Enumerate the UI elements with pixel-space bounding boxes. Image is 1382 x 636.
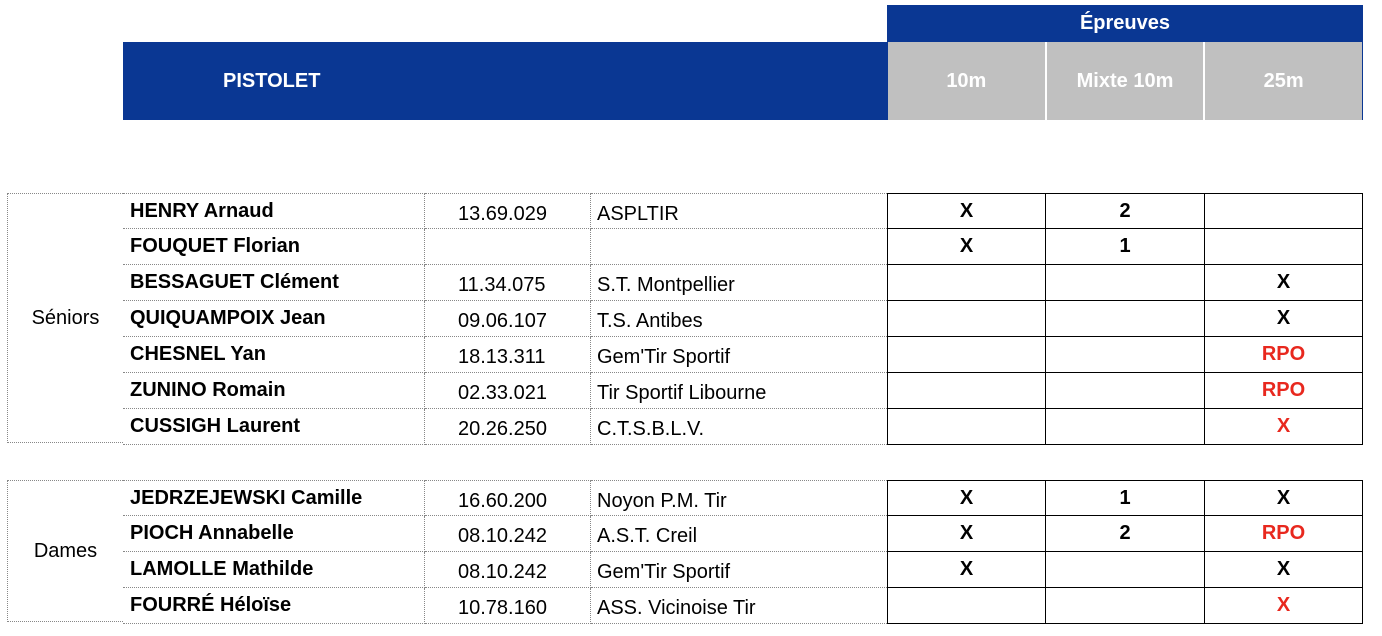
club-name: T.S. Antibes: [591, 301, 887, 337]
event-mixte-mark: [1046, 409, 1205, 445]
event-mixte-mark: 2: [1046, 193, 1205, 229]
event-header-10m: 10m: [887, 42, 1045, 120]
event-mixte-mark: [1046, 373, 1205, 409]
event-25m-mark: RPO: [1205, 373, 1363, 409]
athlete-name: FOUQUET Florian: [123, 229, 425, 265]
group-label-seniors: Séniors: [7, 193, 123, 443]
athlete-name: ZUNINO Romain: [123, 373, 425, 409]
license-number: [425, 229, 591, 265]
club-name: C.T.S.B.L.V.: [591, 409, 887, 445]
event-10m-mark: [887, 409, 1046, 445]
athlete-name: JEDRZEJEWSKI Camille: [123, 480, 425, 516]
event-mixte-mark: 1: [1046, 480, 1205, 516]
event-10m-mark: X: [887, 229, 1046, 265]
event-10m-mark: [887, 337, 1046, 373]
license-number: 11.34.075: [425, 265, 591, 301]
club-name: Noyon P.M. Tir: [591, 480, 887, 516]
event-25m-mark: X: [1205, 301, 1363, 337]
club-name: Gem'Tir Sportif: [591, 337, 887, 373]
event-mixte-mark: [1046, 588, 1205, 624]
event-header-25m: 25m: [1203, 42, 1363, 120]
license-number: 18.13.311: [425, 337, 591, 373]
event-mixte-mark: [1046, 265, 1205, 301]
event-25m-mark: X: [1205, 265, 1363, 301]
club-name: ASPLTIR: [591, 193, 887, 229]
event-25m-mark: RPO: [1205, 516, 1363, 552]
event-25m-mark: [1205, 229, 1363, 265]
athlete-name: CHESNEL Yan: [123, 337, 425, 373]
event-10m-mark: [887, 301, 1046, 337]
event-header-mixte-10m: Mixte 10m: [1045, 42, 1204, 120]
license-number: 02.33.021: [425, 373, 591, 409]
event-25m-mark: X: [1205, 552, 1363, 588]
event-10m-mark: [887, 588, 1046, 624]
event-25m-mark: X: [1205, 480, 1363, 516]
license-number: 13.69.029: [425, 193, 591, 229]
group-label-dames: Dames: [7, 480, 123, 622]
events-header: [887, 42, 1363, 120]
event-mixte-mark: [1046, 301, 1205, 337]
club-name: S.T. Montpellier: [591, 265, 887, 301]
section-title: PISTOLET: [123, 42, 887, 120]
athlete-name: BESSAGUET Clément: [123, 265, 425, 301]
athlete-name: FOURRÉ Héloïse: [123, 588, 425, 624]
event-25m-mark: [1205, 193, 1363, 229]
event-10m-mark: [887, 373, 1046, 409]
event-10m-mark: X: [887, 193, 1046, 229]
license-number: 09.06.107: [425, 301, 591, 337]
club-name: ASS. Vicinoise Tir: [591, 588, 887, 624]
athlete-name: PIOCH Annabelle: [123, 516, 425, 552]
event-mixte-mark: 1: [1046, 229, 1205, 265]
club-name: Tir Sportif Libourne: [591, 373, 887, 409]
athlete-name: HENRY Arnaud: [123, 193, 425, 229]
athlete-name: LAMOLLE Mathilde: [123, 552, 425, 588]
license-number: 16.60.200: [425, 480, 591, 516]
athlete-name: CUSSIGH Laurent: [123, 409, 425, 445]
events-title: Épreuves: [887, 5, 1363, 42]
event-10m-mark: [887, 265, 1046, 301]
event-25m-mark: X: [1205, 409, 1363, 445]
event-10m-mark: X: [887, 552, 1046, 588]
event-mixte-mark: [1046, 552, 1205, 588]
event-10m-mark: X: [887, 480, 1046, 516]
club-name: [591, 229, 887, 265]
license-number: 10.78.160: [425, 588, 591, 624]
club-name: A.S.T. Creil: [591, 516, 887, 552]
event-mixte-mark: 2: [1046, 516, 1205, 552]
license-number: 08.10.242: [425, 516, 591, 552]
license-number: 08.10.242: [425, 552, 591, 588]
event-25m-mark: RPO: [1205, 337, 1363, 373]
event-25m-mark: X: [1205, 588, 1363, 624]
club-name: Gem'Tir Sportif: [591, 552, 887, 588]
event-10m-mark: X: [887, 516, 1046, 552]
license-number: 20.26.250: [425, 409, 591, 445]
event-mixte-mark: [1046, 337, 1205, 373]
athlete-name: QUIQUAMPOIX Jean: [123, 301, 425, 337]
